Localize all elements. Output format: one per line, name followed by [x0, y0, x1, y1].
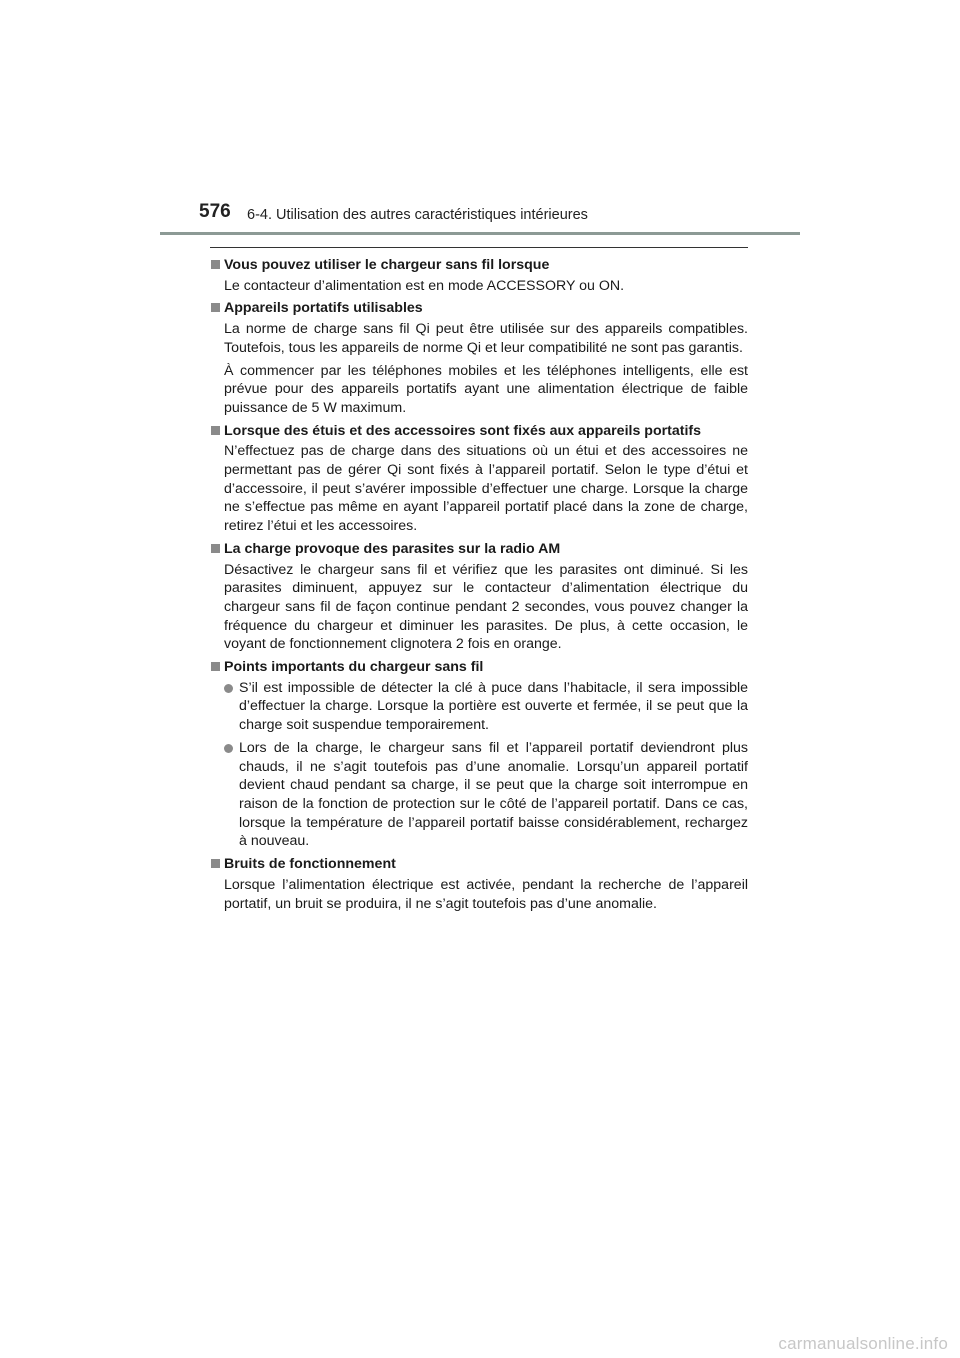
section-title: 6-4. Utilisation des autres caractéristiques intérieures — [247, 207, 588, 223]
item-am-radio-noise — [210, 540, 748, 654]
square-bullet-icon — [211, 260, 220, 269]
paragraph: Le contacteur d’alimentation est en mode ACCESSORY ou ON. — [224, 277, 625, 294]
square-bullet-icon — [211, 662, 220, 671]
item-title: Vous pouvez utiliser le chargeur sans fil lorsque — [210, 256, 748, 275]
bullet-item: S’il est impossible de détecter la clé à puce dans l’habitacle, il sera impossible d’effectuer la charge. Lorsque la portière est ouverte et fermée, il se peut que la charge soit suspendue temporairement. — [210, 679, 748, 735]
item-title: Points importants du chargeur sans fil — [210, 658, 748, 677]
item-operating-noise — [210, 855, 748, 913]
page-number: 576 — [199, 201, 231, 222]
square-bullet-icon — [211, 859, 220, 868]
item-charger-usable — [210, 256, 748, 295]
bullet-item: Lors de la charge, le chargeur sans fil et l’appareil portatif deviendront plus chauds, il ne s’agit toutefois pas d’une anomalie. Lorsqu’un appareil portatif devient chaud pendant sa charge, il se peut que la charge soit interrompue en raison de la fonction de protection sur le côté de l’appareil portatif. Dans ce cas, lorsque la température de l’appareil portatif baisse considérablement, rechargez à nouveau. — [210, 739, 748, 851]
paragraph: N’effectuez pas de charge dans des situations où un étui et des accessoires ne permettant pas de gérer Qi sont fixés à l’appareil portatif. Selon le type d’étui et d’accessoire, il peut s’avérer impossible d’effectuer une charge. Lorsque la charge ne s’effectue pas même en ayant l’appareil portatif placé dans la zone de charge, retirez l’étui et les accessoires. — [224, 443, 748, 535]
square-bullet-icon — [211, 426, 220, 435]
square-bullet-icon — [211, 303, 220, 312]
item-title: Bruits de fonctionnement — [210, 855, 748, 874]
item-title: La charge provoque des parasites sur la radio AM — [210, 540, 748, 559]
round-bullet-icon — [224, 744, 233, 753]
content-rule — [210, 247, 748, 248]
paragraph: À commencer par les téléphones mobiles et les téléphones intelligents, elle est prévue pour des appareils portatifs ayant une alimentation électrique de faible puissance de 5 W maximum. — [224, 362, 748, 416]
square-bullet-icon — [211, 544, 220, 553]
item-important-points — [210, 658, 748, 851]
round-bullet-icon — [224, 684, 233, 693]
watermark: carmanualsonline.info — [778, 1334, 948, 1353]
item-title: Lorsque des étuis et des accessoires sont fixés aux appareils portatifs — [210, 422, 748, 441]
paragraph: La norme de charge sans fil Qi peut être utilisée sur des appareils compatibles. Toutefois, tous les appareils de norme Qi et leur compatibilité ne sont pas garantis. — [224, 321, 748, 356]
paragraph: Désactivez le chargeur sans fil et vérifiez que les parasites ont diminué. Si les parasites diminuent, appuyez sur le contacteur d’alimentation électrique du chargeur sans fil de façon continue pendant 2 secondes, vous pouvez changer la fréquence du chargeur et diminuer les parasites. De plus, à cette occasion, le voyant de fonctionnement clignotera 2 fois en orange. — [224, 561, 748, 653]
paragraph: Lorsque l’alimentation électrique est activée, pendant la recherche de l’appareil portatif, un bruit se produira, il ne s’agit toutefois pas d’une anomalie. — [224, 876, 748, 912]
header-bar — [160, 232, 800, 235]
item-cases-accessories — [210, 422, 748, 536]
content — [210, 256, 748, 917]
item-usable-devices — [210, 299, 748, 417]
item-title: Appareils portatifs utilisables — [210, 299, 748, 318]
